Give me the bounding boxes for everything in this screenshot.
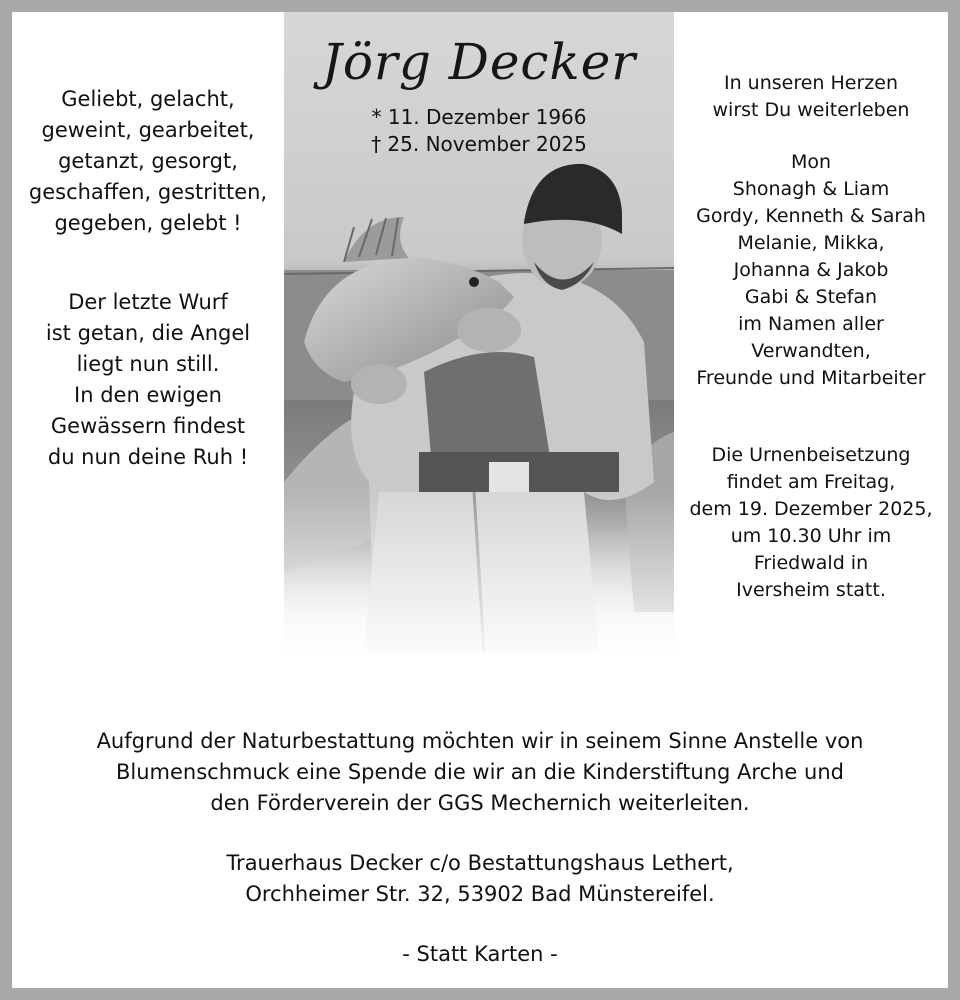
stanza-spacer	[12, 239, 284, 263]
mourner-line: Verwandten,	[751, 340, 871, 362]
deceased-name: Jörg Decker	[321, 33, 637, 91]
closing-line: - Statt Karten -	[402, 942, 558, 966]
poem-line: gegeben, gelebt !	[54, 211, 242, 235]
poem-line: ist getan, die Angel	[45, 321, 251, 345]
section-spacer	[674, 392, 948, 417]
mourner-line: im Namen aller	[738, 313, 884, 335]
address-line: Trauerhaus Decker c/o Bestattungshaus Lethert,	[226, 851, 734, 875]
poem-line: Der letzte Wurf	[68, 290, 228, 314]
birth-date: * 11. Dezember 1966	[371, 105, 587, 129]
intro-line: wirst Du weiterleben	[712, 99, 910, 121]
funeral-line: Friedwald in	[753, 552, 869, 574]
right-column	[674, 70, 948, 604]
section-spacer	[12, 819, 948, 848]
section-spacer	[674, 417, 948, 442]
poem-line: Gewässern findest	[50, 414, 246, 438]
poem-line: getanzt, gesorgt,	[58, 149, 238, 173]
life-dates	[284, 104, 674, 158]
mourner-line: Shonagh & Liam	[732, 178, 890, 200]
death-date: † 25. November 2025	[371, 132, 587, 156]
donation-line: Aufgrund der Naturbestattung möchten wir in seinem Sinne Anstelle von	[96, 729, 864, 753]
donation-line: den Förderverein der GGS Mechernich weiterleiten.	[210, 791, 750, 815]
poem-line: Geliebt, gelacht,	[61, 87, 235, 111]
poem-line: liegt nun still.	[76, 352, 220, 376]
left-poem	[12, 84, 284, 473]
mourner-line: Mon	[790, 151, 832, 173]
intro-line: In unseren Herzen	[723, 72, 898, 94]
mourner-line: Freunde und Mitarbeiter	[696, 367, 926, 389]
funeral-line: Iversheim statt.	[736, 579, 886, 601]
mourner-line: Gordy, Kenneth & Sarah	[696, 205, 926, 227]
obituary-card	[12, 12, 948, 988]
poem-line: geschaffen, gestritten,	[28, 180, 268, 204]
donation-line: Blumenschmuck eine Spende die wir an die Kinderstiftung Arche und	[116, 760, 844, 784]
section-spacer	[12, 910, 948, 939]
funeral-line: dem 19. Dezember 2025,	[689, 498, 933, 520]
bottom-notice	[12, 726, 948, 970]
mourner-line: Melanie, Mikka,	[737, 232, 885, 254]
mourner-line: Gabi & Stefan	[744, 286, 878, 308]
mourner-line: Johanna & Jakob	[733, 259, 889, 281]
section-spacer	[674, 124, 948, 149]
funeral-line: Die Urnenbeisetzung	[711, 444, 911, 466]
poem-line: du nun deine Ruh !	[47, 445, 249, 469]
funeral-line: um 10.30 Uhr im	[730, 525, 892, 547]
address-line: Orchheimer Str. 32, 53902 Bad Münstereifel.	[245, 882, 715, 906]
poem-line: In den ewigen	[74, 383, 222, 407]
funeral-line: findet am Freitag,	[726, 471, 896, 493]
stanza-spacer	[12, 263, 284, 287]
poem-line: geweint, gearbeitet,	[41, 118, 255, 142]
